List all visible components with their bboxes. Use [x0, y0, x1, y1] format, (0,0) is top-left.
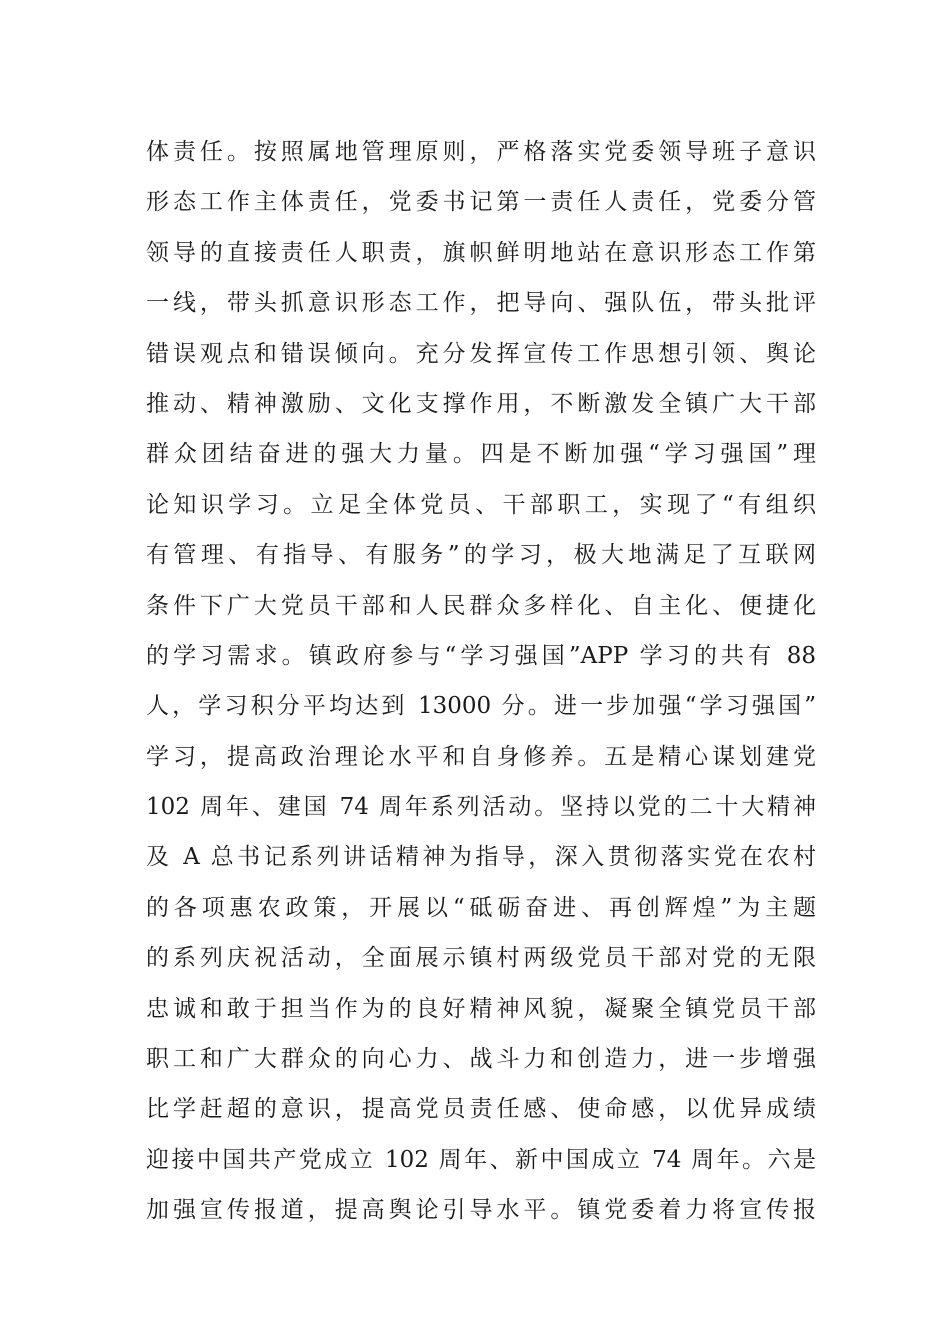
text-line-13: 学习，提高政治理论水平和自身修养。五是精心谋划建党 — [146, 743, 816, 770]
text-line-12: 人，学习积分平均达到 13000 分。进一步加强“学习强国” — [146, 693, 816, 720]
text-line-18: 忠诚和敢于担当作为的良好精神风貌，凝聚全镇党员干部 — [146, 995, 816, 1022]
text-line-17: 的系列庆祝活动，全面展示镇村两级党员干部对党的无限 — [146, 945, 816, 972]
body-paragraph — [146, 127, 816, 1236]
text-line-21: 迎接中国共产党成立 102 周年、新中国成立 74 周年。六是 — [146, 1146, 816, 1173]
text-line-4: 一线，带头抓意识形态工作，把导向、强队伍，带头批评 — [146, 290, 816, 317]
text-line-9: 有管理、有指导、有服务”的学习，极大地满足了互联网 — [146, 542, 816, 569]
text-line-5: 错误观点和错误倾向。充分发挥宣传工作思想引领、舆论 — [146, 340, 816, 367]
text-line-3: 领导的直接责任人职责，旗帜鲜明地站在意识形态工作第 — [146, 239, 816, 266]
text-line-22: 加强宣传报道，提高舆论引导水平。镇党委着力将宣传报 — [146, 1197, 816, 1224]
text-line-11: 的学习需求。镇政府参与“学习强国”APP 学习的共有 88 — [146, 642, 816, 669]
text-line-14: 102 周年、建国 74 周年系列活动。坚持以党的二十大精神 — [146, 794, 816, 821]
text-line-15: 及 A 总书记系列讲话精神为指导，深入贯彻落实党在农村 — [146, 844, 816, 871]
text-line-16: 的各项惠农政策，开展以“砥砺奋进、再创辉煌”为主题 — [146, 894, 816, 921]
text-line-1: 体责任。按照属地管理原则，严格落实党委领导班子意识 — [146, 139, 816, 165]
text-line-19: 职工和广大群众的向心力、战斗力和创造力，进一步增强 — [146, 1046, 816, 1073]
text-line-10: 条件下广大党员干部和人民群众多样化、自主化、便捷化 — [146, 592, 816, 619]
text-line-20: 比学赶超的意识，提高党员责任感、使命感，以优异成绩 — [146, 1096, 816, 1123]
text-line-2: 形态工作主体责任，党委书记第一责任人责任，党委分管 — [146, 189, 816, 216]
text-line-7: 群众团结奋进的强大力量。四是不断加强“学习强国”理 — [146, 441, 816, 468]
text-line-6: 推动、精神激励、文化支撑作用，不断激发全镇广大干部 — [146, 390, 816, 417]
text-line-8: 论知识学习。立足全体党员、干部职工，实现了“有组织 — [146, 491, 816, 518]
